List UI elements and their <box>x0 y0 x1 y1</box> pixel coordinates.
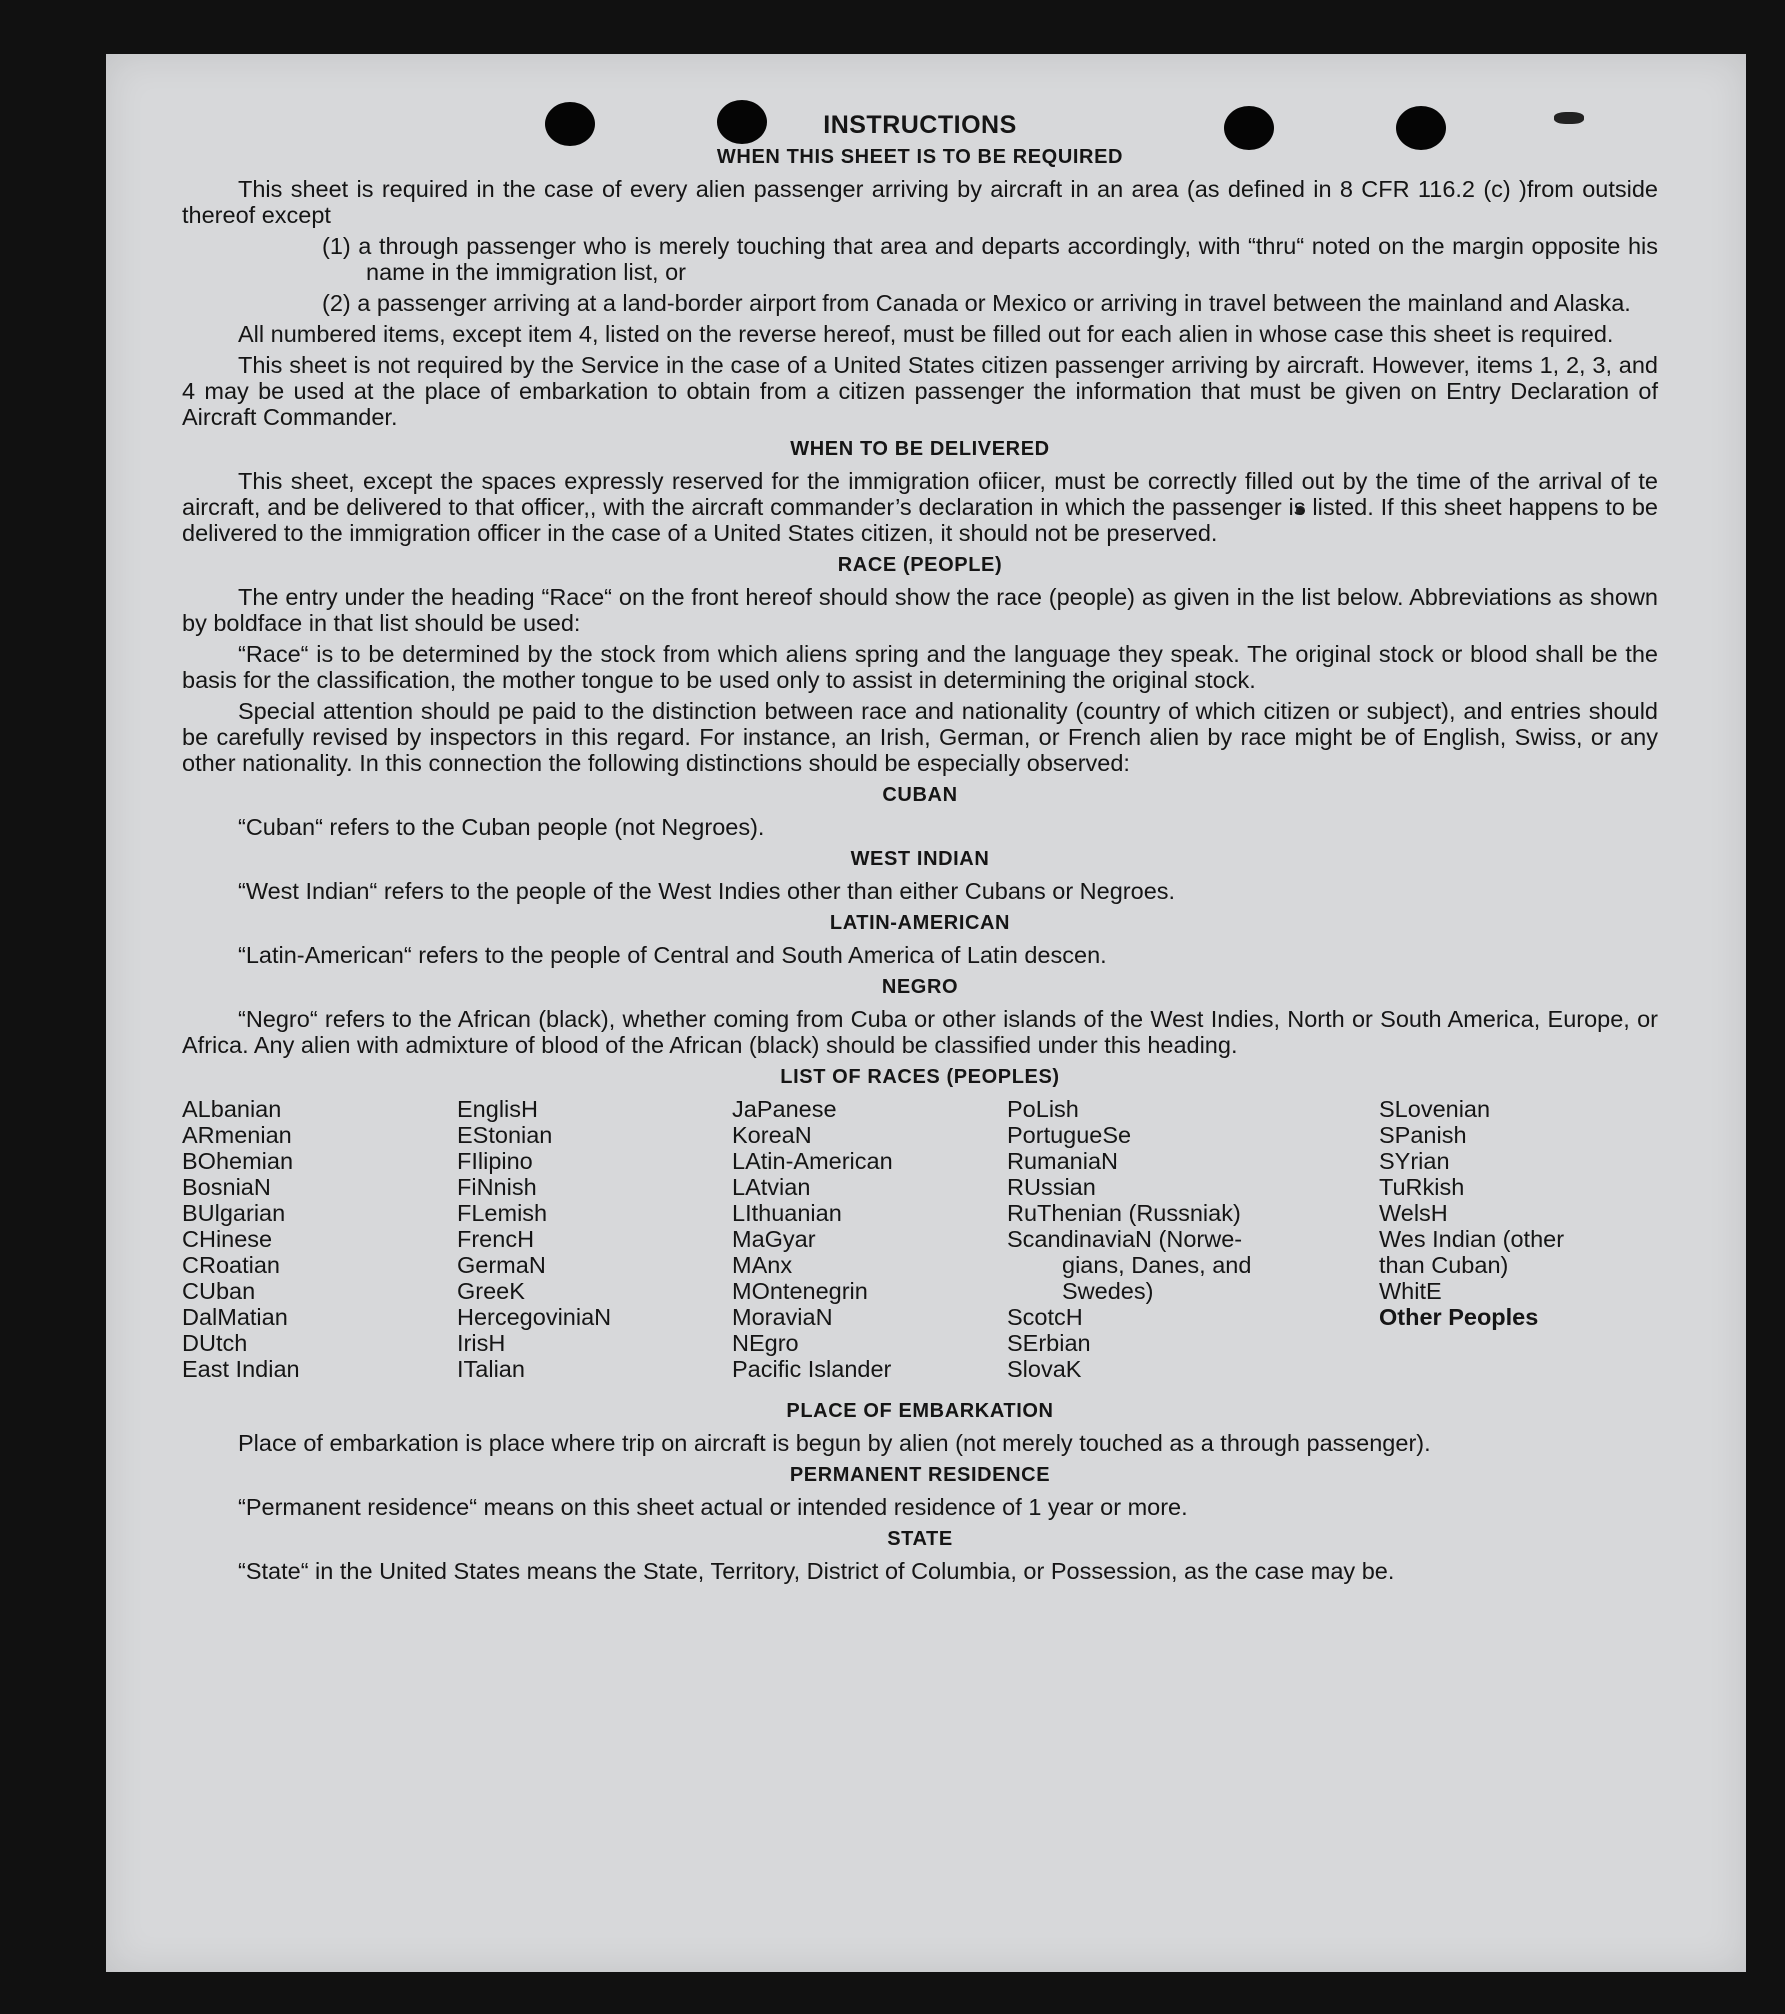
race-item: MoraviaN <box>732 1304 833 1330</box>
heading-negro: NEGRO <box>881 976 959 998</box>
race-item: DUtch <box>182 1330 248 1356</box>
race-item: JaPanese <box>732 1096 837 1122</box>
race-item-continued: Swedes) <box>1062 1278 1154 1304</box>
race-item: ITalian <box>457 1356 525 1382</box>
race-item: FLemish <box>457 1200 548 1226</box>
residence-text: “Permanent residence“ means on this sheet actual or intended residence of 1 year or more. <box>238 1494 1188 1520</box>
west-indian-text: “West Indian“ refers to the people of the West Indies other than either Cubans or Negroes. <box>238 878 1176 904</box>
race-item: FiNnish <box>457 1174 537 1200</box>
race-item: WhitE <box>1379 1278 1442 1304</box>
page-title: INSTRUCTIONS <box>823 111 1017 139</box>
races-column-2 <box>457 1096 732 1382</box>
race-item: FrencH <box>457 1226 535 1252</box>
heading-state: STATE <box>887 1528 953 1550</box>
race-item: MOntenegrin <box>732 1278 868 1304</box>
heading-embarkation: PLACE OF EMBARKATION <box>786 1400 1054 1422</box>
race-item: BUlgarian <box>182 1200 286 1226</box>
race-item: NEgro <box>732 1330 799 1356</box>
race-item-continued: gians, Danes, and <box>1062 1252 1252 1278</box>
races-column-5 <box>1379 1096 1658 1382</box>
race-item: GreeK <box>457 1278 525 1304</box>
heading-latin-american: LATIN-AMERICAN <box>829 912 1011 934</box>
race-item-continued: than Cuban) <box>1379 1252 1509 1278</box>
races-column-3 <box>732 1096 1007 1382</box>
race-item: WelsH <box>1379 1200 1448 1226</box>
race-item: TuRkish <box>1379 1174 1465 1200</box>
delivered-text: This sheet, except the spaces expressly reserved for the immigration ofiicer, must be correctly filled out by the time of the arrival of te aircraft, and be delivered to that officer,, with the aircraft commander’s declaration in which the passenger is listed. If this sheet happens to be delivered to the immigration officer in the case of a United States citizen, it should not be preserved. <box>182 468 1658 546</box>
race-item: RuThenian (Russniak) <box>1007 1200 1241 1226</box>
race-item: LAtvian <box>732 1174 811 1200</box>
latin-american-text: “Latin-American“ refers to the people of Central and South America of Latin descen. <box>238 942 1107 968</box>
race-item: DalMatian <box>182 1304 288 1330</box>
heading-list-of-races: LIST OF RACES (PEOPLES) <box>780 1066 1060 1088</box>
heading-required: WHEN THIS SHEET IS TO BE REQUIRED <box>716 146 1124 168</box>
race-item: SLovenian <box>1379 1096 1491 1122</box>
race-item: BOhemian <box>182 1148 294 1174</box>
race-item: LIthuanian <box>732 1200 842 1226</box>
race-item: PoLish <box>1007 1096 1079 1122</box>
race-item: SYrian <box>1379 1148 1450 1174</box>
exception-item-2: (2) a passenger arriving at a land-border airport from Canada or Mexico or arriving in travel between the mainland and Alaska. <box>322 290 1631 316</box>
race-item: Pacific Islander <box>732 1356 892 1382</box>
race-para-1: The entry under the heading “Race“ on the front hereof should show the race (people) as given in the list below. Abbreviations as shown by boldface in that list should be used: <box>182 584 1658 636</box>
race-item: PortugueSe <box>1007 1122 1132 1148</box>
race-item: CRoatian <box>182 1252 280 1278</box>
race-item-other-peoples: Other Peoples <box>1379 1304 1539 1330</box>
citizen-text: This sheet is not required by the Service in the case of a United States citizen passenger arriving by aircraft. However, items 1, 2, 3, and 4 may be used at the place of embarkation to obtain from a citizen passenger the information that must be given on Entry Declaration of Aircraft Commander. <box>182 352 1658 430</box>
race-item: ScandinaviaN (Norwe- <box>1007 1226 1243 1252</box>
race-item: East Indian <box>182 1356 300 1382</box>
race-item: MAnx <box>732 1252 793 1278</box>
race-item: EnglisH <box>457 1096 538 1122</box>
race-item: EStonian <box>457 1122 553 1148</box>
race-item: CUban <box>182 1278 256 1304</box>
race-item: MaGyar <box>732 1226 816 1252</box>
negro-text: “Negro“ refers to the African (black), whether coming from Cuba or other islands of the West Indies, North or South America, Europe, or Africa. Any alien with admixture of blood of the African (black) should be classified under this heading. <box>182 1006 1658 1058</box>
race-item: ARmenian <box>182 1122 292 1148</box>
race-item: HercegoviniaN <box>457 1304 612 1330</box>
race-item: SPanish <box>1379 1122 1467 1148</box>
numbered-items-text: All numbered items, except item 4, listed on the reverse hereof, must be filled out for each alien in whose case this sheet is required. <box>238 321 1614 347</box>
state-text: “State“ in the United States means the State, Territory, District of Columbia, or Possession, as the case may be. <box>238 1558 1395 1584</box>
cuban-text: “Cuban“ refers to the Cuban people (not Negroes). <box>238 814 765 840</box>
required-intro: This sheet is required in the case of every alien passenger arriving by aircraft in an area (as defined in 8 CFR 116.2 (c) )from outside thereof except <box>182 176 1658 228</box>
race-item: SlovaK <box>1007 1356 1082 1382</box>
heading-race: RACE (PEOPLE) <box>837 554 1003 576</box>
instructions-body <box>182 112 1658 1589</box>
race-item: ALbanian <box>182 1096 282 1122</box>
race-item: LAtin-American <box>732 1148 893 1174</box>
race-item: FIlipino <box>457 1148 533 1174</box>
races-list <box>182 1096 1658 1382</box>
race-para-2: “Race“ is to be determined by the stock from which aliens spring and the language they speak. The original stock or blood shall be the basis for the classification, the mother tongue to be used only to assist in determining the original stock. <box>182 641 1658 693</box>
races-column-1 <box>182 1096 457 1382</box>
race-item: KoreaN <box>732 1122 812 1148</box>
race-item: Wes Indian (other <box>1379 1226 1565 1252</box>
heading-cuban: CUBAN <box>882 784 958 806</box>
race-item: SErbian <box>1007 1330 1091 1356</box>
heading-delivered: WHEN TO BE DELIVERED <box>790 438 1050 460</box>
races-column-4 <box>1007 1096 1379 1382</box>
embarkation-text: Place of embarkation is place where trip on aircraft is begun by alien (not merely touched as a through passenger). <box>238 1430 1431 1456</box>
race-item: RumaniaN <box>1007 1148 1119 1174</box>
race-item: CHinese <box>182 1226 273 1252</box>
race-item: BosniaN <box>182 1174 271 1200</box>
race-item: ScotcH <box>1007 1304 1083 1330</box>
race-item: GermaN <box>457 1252 546 1278</box>
race-para-3: Special attention should pe paid to the distinction between race and nationality (country of which citizen or subject), and entries should be carefully revised by inspectors in this regard. For instance, an Irish, German, or French alien by race might be of English, Swiss, or any other nationality. In this connection the following distinctions should be especially observed: <box>182 698 1658 776</box>
heading-residence: PERMANENT RESIDENCE <box>789 1464 1051 1486</box>
race-item: IrisH <box>457 1330 506 1356</box>
heading-west-indian: WEST INDIAN <box>850 848 990 870</box>
race-item: RUssian <box>1007 1174 1096 1200</box>
exception-item-1: (1) a through passenger who is merely touching that area and departs accordingly, with “thru“ noted on the margin opposite his name in the immigration list, or <box>322 233 1658 285</box>
